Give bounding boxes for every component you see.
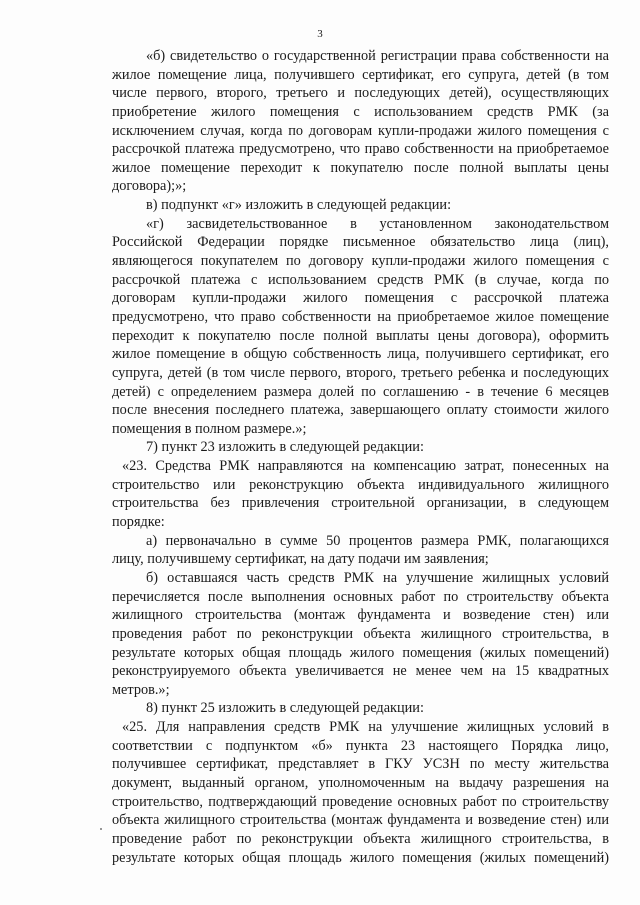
text-line: договорам купли-продажи жилого помещения с рассрочкой платежа — [112, 290, 609, 307]
text-line: порядке: — [112, 514, 165, 531]
text-line: результате которых общая площадь жилого помещения (жилых помещений) — [112, 644, 609, 661]
text-line: 7) пункт 23 изложить в следующей редакции: — [146, 439, 424, 456]
text-line: помещения в полном размере.»; — [112, 420, 307, 437]
text-line: 8) пункт 25 изложить в следующей редакции: — [146, 700, 424, 717]
text-line: в) подпункт «г» изложить в следующей редакции: — [146, 197, 452, 214]
text-line: рассрочкой платежа с использованием средств РМК (в случае, когда по — [112, 271, 609, 288]
text-line: лицу, получившему сертификат, на дату подачи им заявления; — [112, 551, 489, 568]
text-line: рассрочкой платежа предусмотрено, что право собственности на приобретаемое — [112, 141, 609, 158]
scan-speck — [100, 828, 102, 830]
text-line: строительство или реконструкцию объекта индивидуального жилищного — [112, 476, 609, 493]
text-line: переходит к покупателю после полной выплаты цены договора), оформить — [112, 327, 609, 344]
text-line: числе первого, второго, третьего и последующих детей), осуществляющих — [112, 85, 609, 102]
text-line: а) первоначально в сумме 50 процентов размера РМК, полагающихся — [146, 532, 609, 549]
text-line: «г) засвидетельствованное в установленном законодательством — [146, 215, 609, 232]
text-line: являющегося покупателем по договору купли-продажи жилого помещения с — [112, 253, 609, 270]
text-line: перечисляется после выполнения основных работ по строительству объекта — [112, 588, 609, 605]
text-line: строительство, подтверждающий проведение основных работ по строительству — [112, 793, 609, 810]
text-line: после внесения последнего платежа, завершающего оплату стоимости жилого — [112, 402, 609, 419]
text-line: детей) с определением размера долей по соглашению - в течение 6 месяцев — [112, 383, 609, 400]
text-line: строительства без привлечения строительной организации, в следующем — [112, 495, 609, 512]
text-line: супруга, детей (в том числе первого, второго, третьего ребенка и последующих — [112, 364, 609, 381]
text-line: результате которых общая площадь жилого помещения (жилых помещений) — [112, 849, 609, 866]
text-line: жилое помещение переходит к покупателю после полной выплаты цены — [112, 159, 609, 176]
text-line: «23. Средства РМК направляются на компенсацию затрат, понесенных на — [122, 458, 609, 475]
page-number: 3 — [317, 28, 323, 40]
document-body — [112, 47, 609, 867]
text-line: Российской Федерации порядке письменное обязательство лица (лиц), — [112, 234, 609, 251]
text-line: предусмотрено, что право собственности на приобретаемое жилое помещение — [112, 308, 609, 325]
text-line: метров.»; — [112, 681, 170, 698]
text-line: документ, выданный органом, уполномоченным на выдачу разрешения на — [112, 774, 609, 791]
text-line: приобретение жилого помещения с использованием средств РМК (за — [112, 103, 609, 120]
text-line: проведение работ по реконструкции объекта жилищного строительства, в — [112, 830, 609, 847]
text-line: соответствии с подпунктом «б» пункта 23 настоящего Порядка лицо, — [112, 737, 609, 754]
text-line: «б) свидетельство о государственной регистрации права собственности на — [146, 48, 609, 64]
text-line: проведения работ по реконструкции объекта жилищного строительства, в — [112, 625, 609, 642]
text-line: жилое помещение в общую собственность лица, получившего сертификат, его — [112, 346, 609, 363]
text-line: жилищного строительства (монтаж фундамента и возведение стен) или — [112, 607, 609, 624]
text-line: исключением случая, когда по договорам купли-продажи жилого помещения с — [112, 122, 609, 139]
text-line: договора);»; — [112, 178, 187, 195]
text-line: жилое помещение лица, получившего сертификат, его супруга, детей (в том — [112, 66, 609, 83]
text-line: объекта жилищного строительства (монтаж фундамента и возведение стен) или — [112, 812, 609, 829]
text-line: б) оставшаяся часть средств РМК на улучшение жилищных условий — [146, 569, 609, 586]
text-line: реконструируемого объекта увеличивается не менее чем на 15 квадратных — [112, 663, 609, 680]
text-line: получившее сертификат, представляет в ГКУ УСЗН по месту жительства — [112, 756, 609, 773]
text-line: «25. Для направления средств РМК на улучшение жилищных условий в — [122, 719, 609, 736]
